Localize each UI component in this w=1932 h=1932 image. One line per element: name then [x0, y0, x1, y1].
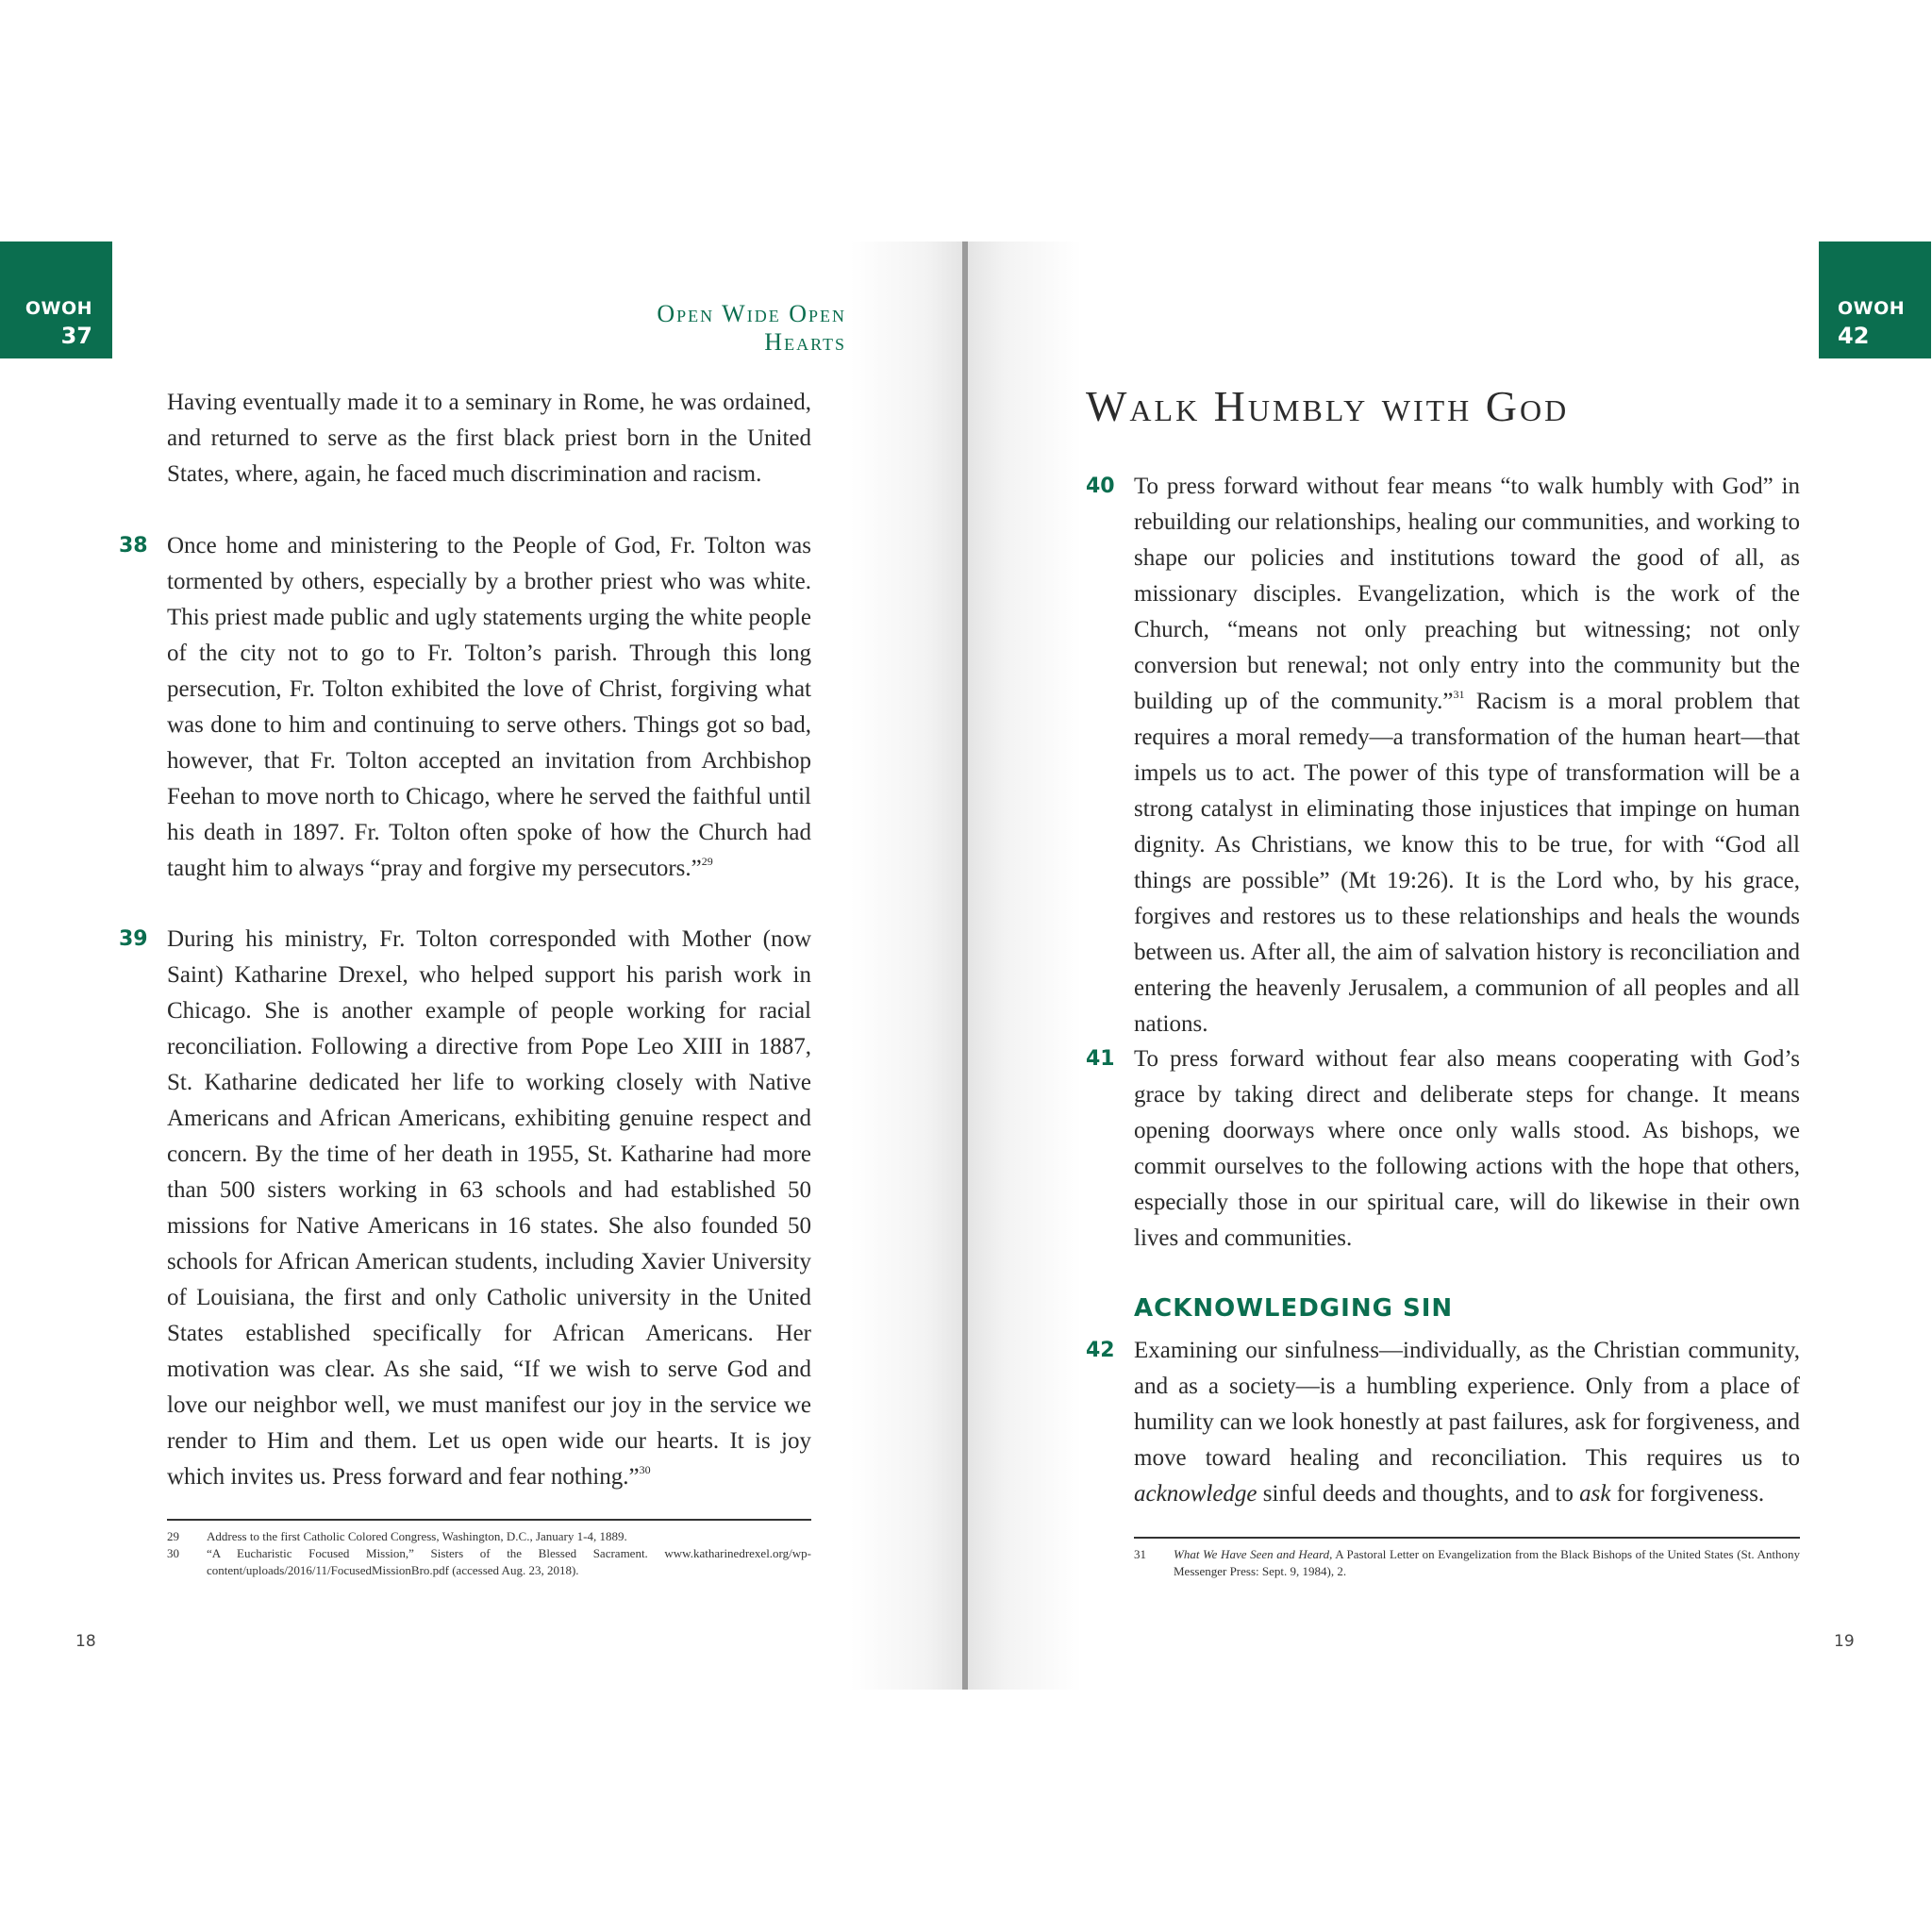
paragraph-42-text: Examining our sinfulness—individually, as the Christian community, and as a society—is a humbling experience. Only from a place of humility can we look honestly at past failures, ask for forgiveness, and move toward healing and reconciliation. This requires us to — [1134, 1338, 1800, 1471]
paragraph-number-39: 39 — [119, 927, 148, 951]
footnote-number: 30 — [167, 1546, 179, 1560]
page-number-left: 18 — [75, 1632, 96, 1651]
footnote-rule — [1134, 1537, 1800, 1539]
footnote-body: A Pastoral Letter on Evangelization from the Black Bishops of the United States (St. Anthony Messenger Press: Sept. 9, 1984), 2. — [1174, 1547, 1800, 1578]
chapter-title: Walk Humbly with God — [1086, 382, 1570, 430]
paragraph-39-text: During his ministry, Fr. Tolton corresponded with Mother (now Saint) Katharine Drexel, who helped support his parish work in Chicago. She is another example of people working for racial reconciliation. Following a directive from Pope Leo XIII in 1887, St. Katharine dedicated her life to working closely with Native Americans and African Americans, exhibiting genuine respect and concern. By the time of her death in 1955, St. Katharine had more than 500 sisters working in 63 schools and had established 50 missions for Native Americans in 16 states. She also founded 50 schools for African American students, including Xavier University of Louisiana, the first and only Catholic university in the United States established specifically for African Americans. Her motivation was clear. As she said, “If we wish to serve God and love our neighbor well, we must manifest our joy in the service we render to Him and them. Let us open wide our hearts. It is joy which invites us. Press forward and fear nothing.” — [167, 926, 811, 1490]
footnote-rule — [167, 1519, 811, 1521]
book-gutter — [962, 242, 968, 1690]
paragraph-number-41: 41 — [1086, 1047, 1115, 1071]
paragraph-continued: Having eventually made it to a seminary in Rome, he was ordained, and returned to serve as the first black priest born in the United States, where, again, he faced much discrimination and racism. — [167, 390, 811, 487]
paragraph-number-40: 40 — [1086, 475, 1115, 498]
left-page-tab — [0, 242, 112, 358]
paragraph-40-text-cont: Racism is a moral problem that requires a moral remedy—a transformation of the human heart—that impels us to act. The power of this type of transformation will be a strong catalyst in eliminating those injustices that impinge on human dignity. As Christians, we know this to be true, for with “God all things are possible” (Mt 19:26). It is the Lord who, by his grace, forgives and restores us to these relationships and heals the wounds between us. After all, the aim of salvation history is reconciliation and entering the heavenly Jerusalem, a communion of all peoples and all nations. — [1134, 689, 1800, 1037]
paragraph-42-text-mid: sinful deeds and thoughts, and to — [1257, 1481, 1580, 1507]
paragraph-number-38: 38 — [119, 534, 148, 558]
left-page — [0, 242, 966, 1690]
footnote-text: “A Eucharistic Focused Mission,” Sisters of the Blessed Sacrament. www.katharinedrexel.org/wp-content/uploads/2016/11/FocusedMissionBro.pdf (accessed Aug. 23, 2018). — [207, 1546, 811, 1577]
left-tab-number: 37 — [60, 323, 92, 349]
page-number-right: 19 — [1834, 1632, 1855, 1651]
paragraph-38-text: Once home and ministering to the People of God, Fr. Tolton was tormented by others, especially by a brother priest who was white. This priest made public and ugly statements urging the white people of the city not to go to Fr. Tolton’s parish. Through this long persecution, Fr. Tolton exhibited the love of Christ, forgiving what was done to him and continuing to serve others. Things got so bad, however, that Fr. Tolton accepted an invitation from Archbishop Feehan to move north to Chicago, where he served the faithful until his death in 1897. Fr. Tolton often spoke of how the Church had taught him to always “pray and forgive my persecutors.” — [167, 533, 811, 881]
paragraph-40 — [1134, 469, 1800, 1042]
footnote-29 — [167, 1528, 811, 1545]
footnote-number: 31 — [1134, 1547, 1146, 1561]
paragraph-38 — [167, 528, 811, 887]
footnote-ref-29: 29 — [701, 855, 713, 868]
paragraph-39 — [167, 922, 811, 1495]
paragraph-40-text: To press forward without fear means “to walk humbly with God” in rebuilding our relationships, healing our communities, and working to shape our policies and institutions toward the good of all, as missionary disciples. Evangelization, which is the work of the Church, “means not only preaching but witnessing; not only conversion but renewal; not only entry into the community but the building up of the community.” — [1134, 474, 1800, 714]
footnote-ref-31: 31 — [1453, 688, 1465, 701]
emphasis-acknowledge: acknowledge — [1134, 1481, 1257, 1507]
footnote-31 — [1134, 1546, 1800, 1580]
footnote-number: 29 — [167, 1529, 179, 1543]
emphasis-ask: ask — [1579, 1481, 1611, 1507]
footnote-text — [1174, 1546, 1800, 1580]
section-heading: ACKNOWLEDGING SIN — [1134, 1294, 1454, 1323]
right-tab-label: OWOH — [1838, 298, 1906, 319]
paragraph-42 — [1134, 1333, 1800, 1512]
right-page — [966, 242, 1932, 1690]
right-tab-number: 42 — [1838, 323, 1870, 349]
paragraph-42-text-end: for forgiveness. — [1610, 1481, 1765, 1507]
paragraph-number-42: 42 — [1086, 1339, 1115, 1362]
right-page-tab — [1819, 242, 1931, 358]
running-head: Open Wide Open Hearts — [657, 300, 846, 356]
footnote-text: Address to the first Catholic Colored Congress, Washington, D.C., January 1-4, 1889. — [207, 1529, 627, 1543]
footnote-title: What We Have Seen and Heard, — [1174, 1547, 1333, 1561]
left-tab-label: OWOH — [25, 298, 92, 319]
footnote-ref-30: 30 — [639, 1463, 651, 1476]
paragraph-41: To press forward without fear also means cooperating with God’s grace by taking direct and deliberate steps for change. It means opening doorways where once only walls stood. As bishops, we commit ourselves to the following actions with the hope that others, especially those in our spiritual care, will do likewise in their own lives and communities. — [1134, 1046, 1800, 1251]
footnote-30 — [167, 1545, 811, 1579]
